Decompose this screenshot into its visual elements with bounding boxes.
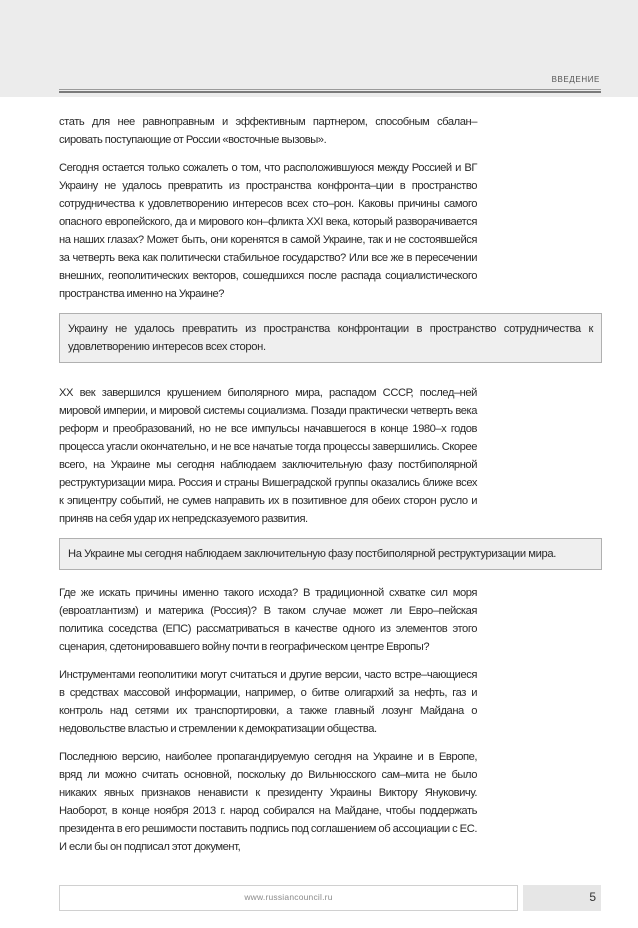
paragraph-1: стать для нее равноправным и эффективным партнером, способным сбалан–сировать поступающие от России «восточные вызовы». — [59, 116, 477, 146]
section-label: ВВЕДЕНИЕ — [551, 75, 600, 84]
pull-quote-2: На Украине мы сегодня наблюдаем заключительную фазу постбиполярной реструктуризации мира. — [59, 538, 602, 570]
header-divider — [59, 89, 601, 90]
paragraph-4: Где же искать причины именно такого исхода? В традиционной схватке сил моря (евроатлантизм) и материка (Россия)? В таком случае может ли Евро–пейская политика соседства (ЕПС) рассматриваться в качестве одного из элементов этого сценария, сдетонировавшего войну почти в географическом центре Европы? — [59, 587, 477, 653]
page-body — [59, 113, 601, 866]
paragraph-6: Последнюю версию, наиболее пропагандируемую сегодня на Украине и в Европе, вряд ли можно считать основной, поскольку до Вильнюсского сам–мита не было никаких явных признаков ненависти к президенту Украины Виктору Януковичу. Наоборот, в конце ноября 2013 г. народ собирался на Майдане, чтобы поддержать президента в его решимости поставить подпись под соглашением об ассоциации с ЕС. И если бы он подписал этот документ, — [59, 751, 477, 853]
paragraph-3: XX век завершился крушением биполярного мира, распадом СССР, послед–ней мировой империи, и мировой системы социализма. Позади практически четверть века реформ и преобразований, но не все импульсы начавшегося в конце 1980–х годов процесса угасли окончательно, и не все начатые тогда процессы завершились. Скорее всего, на Украине мы сегодня наблюдаем заключительную фазу постбиполярной реструктуризации мира. Россия и страны Вишеградской группы оказались ближе всех к эпицентру событий, не сумев направить их в позитивное для обеих сторон русло и приняв на себя удар их непредсказуемого развития. — [59, 387, 477, 525]
paragraph-2: Сегодня остается только сожалеть о том, что расположившуюся между Россией и ВГ Украину не удалось превратить из пространства конфронта–ции в пространство сотрудничества к удовлетворению интересов всех сто–рон. Каковы причины самого опасного европейского, да и мирового кон–фликта XXI века, который разворачивается на наших глазах? Может быть, они коренятся в самой Украине, так и не состоявшейся за четверть века как политически стабильное государство? Или все же в пересечении внешних, геополитических векторов, сошедшихся после распада социалистического пространства именно на Украине? — [59, 162, 477, 300]
page-number: 5 — [589, 890, 596, 904]
header-divider-strong — [59, 91, 601, 93]
pull-quote-1: Украину не удалось превратить из пространства конфронтации в пространство сотрудничества к удовлетворению интересов всех сторон. — [59, 313, 602, 363]
footer-url[interactable]: www.russiancouncil.ru — [244, 892, 333, 902]
paragraph-5: Инструментами геополитики могут считаться и другие версии, часто встре–чающиеся в средствах массовой информации, например, о битве олигархий за нефть, газ и контроль над сетями их транспортировки, а также главный лозунг Майдана о недовольстве властью и стремлении к демократизации общества. — [59, 669, 477, 735]
header-band — [0, 0, 638, 97]
